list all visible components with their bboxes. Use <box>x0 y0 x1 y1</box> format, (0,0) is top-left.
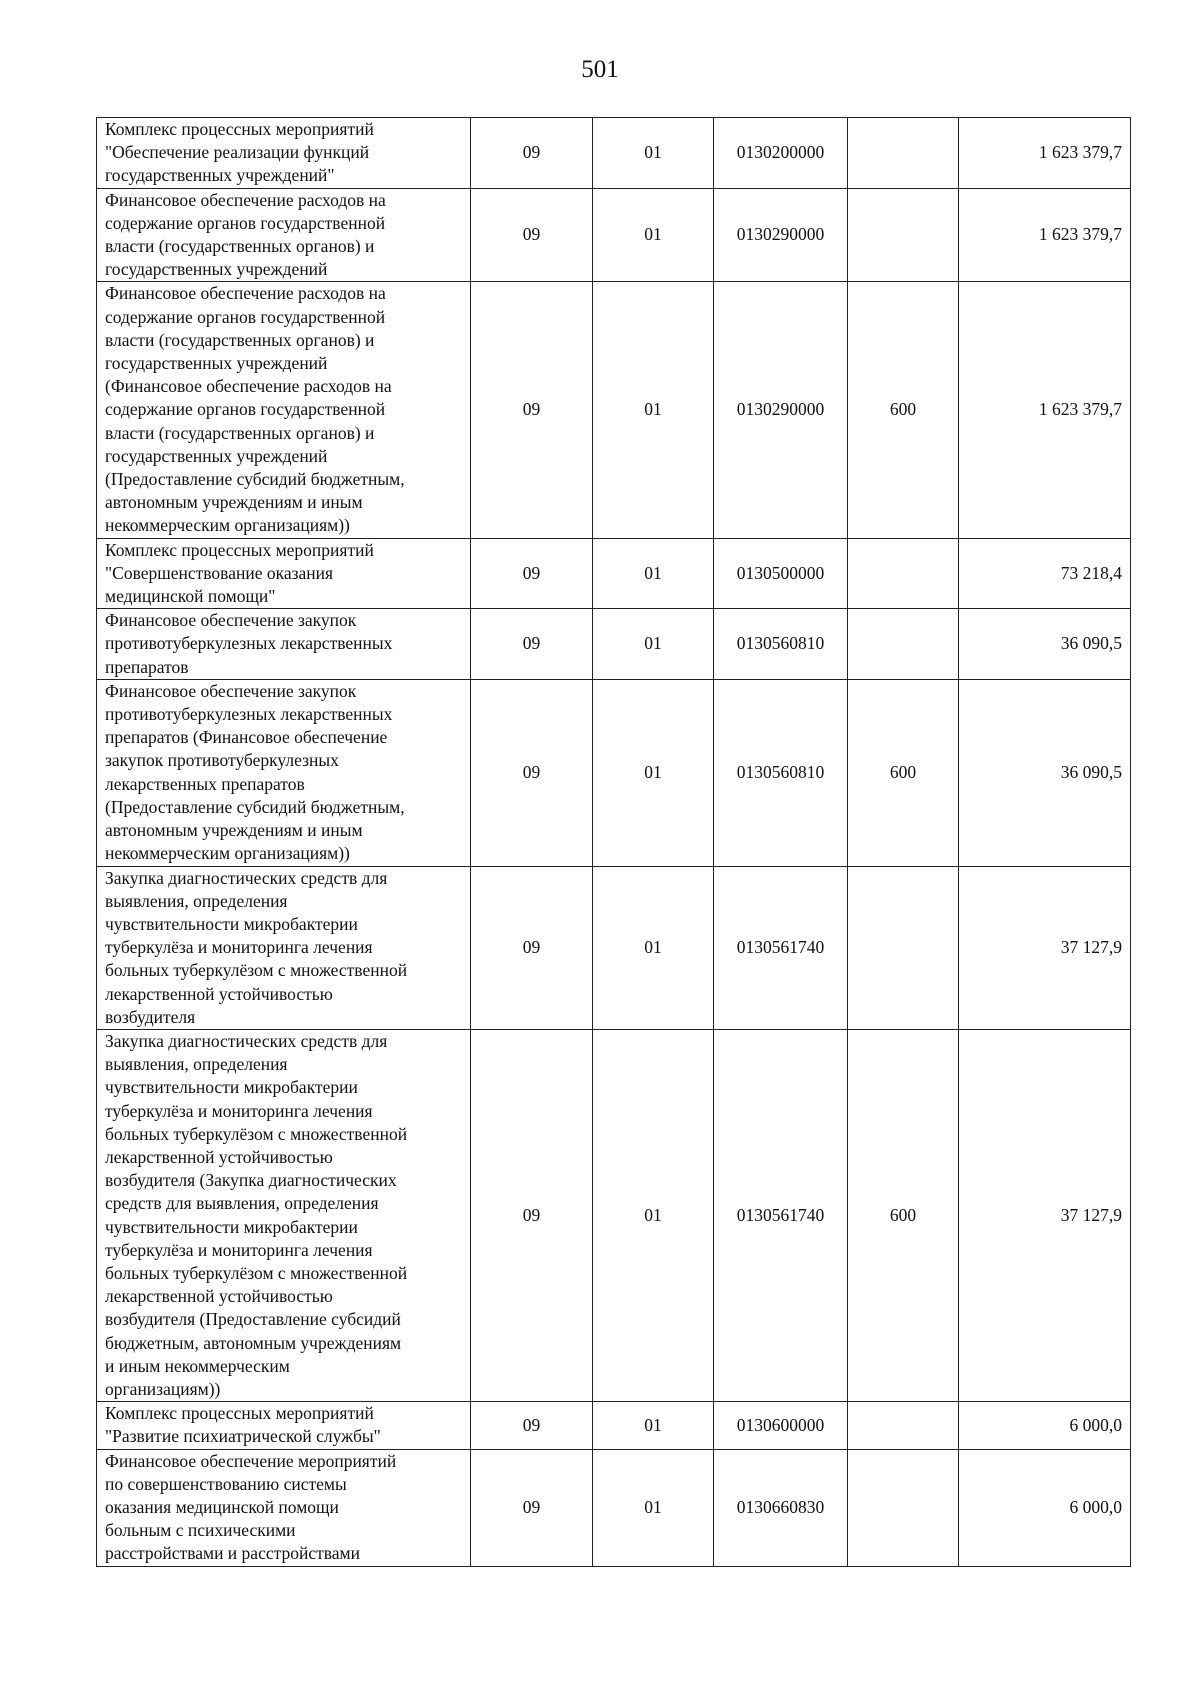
subsection-code-cell: 01 <box>593 538 714 609</box>
amount-cell: 6 000,0 <box>959 1402 1131 1449</box>
expense-name-cell: Комплекс процессных мероприятий "Совершенствование оказания медицинской помощи" <box>97 538 471 609</box>
expense-name-cell: Комплекс процессных мероприятий "Обеспечение реализации функций государственных учреждений" <box>97 118 471 189</box>
amount-cell: 36 090,5 <box>959 679 1131 866</box>
table-row <box>97 609 1131 680</box>
expense-type-cell <box>848 609 959 680</box>
target-article-cell: 0130600000 <box>714 1402 848 1449</box>
expense-name-cell: Финансовое обеспечение расходов на содержание органов государственной власти (государственных органов) и государственных учреждений (Финансовое обеспечение расходов на содержание органов государственной власти (государственных органов) и государственных учреждений (Предоставление субсидий бюджетным, автономным учреждениям и иным некоммерческим организациям)) <box>97 282 471 538</box>
target-article-cell: 0130500000 <box>714 538 848 609</box>
target-article-cell: 0130290000 <box>714 282 848 538</box>
expense-type-cell <box>848 1402 959 1449</box>
amount-cell: 1 623 379,7 <box>959 118 1131 189</box>
expense-name-cell: Финансовое обеспечение закупок противотуберкулезных лекарственных препаратов <box>97 609 471 680</box>
subsection-code-cell: 01 <box>593 866 714 1029</box>
section-code-cell: 09 <box>471 538 593 609</box>
expense-type-cell: 600 <box>848 282 959 538</box>
target-article-cell: 0130561740 <box>714 1029 848 1401</box>
subsection-code-cell: 01 <box>593 282 714 538</box>
amount-cell: 1 623 379,7 <box>959 282 1131 538</box>
subsection-code-cell: 01 <box>593 679 714 866</box>
target-article-cell: 0130200000 <box>714 118 848 189</box>
subsection-code-cell: 01 <box>593 1029 714 1401</box>
section-code-cell: 09 <box>471 1449 593 1566</box>
expense-type-cell: 600 <box>848 1029 959 1401</box>
target-article-cell: 0130290000 <box>714 188 848 282</box>
budget-table <box>96 117 1131 1567</box>
target-article-cell: 0130560810 <box>714 609 848 680</box>
table-body <box>97 118 1131 1567</box>
target-article-cell: 0130560810 <box>714 679 848 866</box>
amount-cell: 37 127,9 <box>959 866 1131 1029</box>
expense-type-cell <box>848 118 959 189</box>
expense-name-cell: Комплекс процессных мероприятий "Развитие психиатрической службы" <box>97 1402 471 1449</box>
subsection-code-cell: 01 <box>593 118 714 189</box>
subsection-code-cell: 01 <box>593 188 714 282</box>
table-row <box>97 282 1131 538</box>
section-code-cell: 09 <box>471 1402 593 1449</box>
table-row <box>97 538 1131 609</box>
expense-name-cell: Финансовое обеспечение закупок противотуберкулезных лекарственных препаратов (Финансовое обеспечение закупок противотуберкулезных лекарственных препаратов (Предоставление субсидий бюджетным, автономным учреждениям и иным некоммерческим организациям)) <box>97 679 471 866</box>
expense-type-cell <box>848 866 959 1029</box>
section-code-cell: 09 <box>471 1029 593 1401</box>
subsection-code-cell: 01 <box>593 1449 714 1566</box>
subsection-code-cell: 01 <box>593 1402 714 1449</box>
amount-cell: 73 218,4 <box>959 538 1131 609</box>
table-row <box>97 188 1131 282</box>
subsection-code-cell: 01 <box>593 609 714 680</box>
section-code-cell: 09 <box>471 609 593 680</box>
expense-name-cell: Закупка диагностических средств для выявления, определения чувствительности микробактерии туберкулёза и мониторинга лечения больных туберкулёзом с множественной лекарственной устойчивостью возбудителя (Закупка диагностических средств для выявления, определения чувствительности микробактерии туберкулёза и мониторинга лечения больных туберкулёзом с множественной лекарственной устойчивостью возбудителя (Предоставление субсидий бюджетным, автономным учреждениям и иным некоммерческим организациям)) <box>97 1029 471 1401</box>
expense-name-cell: Закупка диагностических средств для выявления, определения чувствительности микробактерии туберкулёза и мониторинга лечения больных туберкулёзом с множественной лекарственной устойчивостью возбудителя <box>97 866 471 1029</box>
amount-cell: 1 623 379,7 <box>959 188 1131 282</box>
section-code-cell: 09 <box>471 679 593 866</box>
section-code-cell: 09 <box>471 118 593 189</box>
target-article-cell: 0130561740 <box>714 866 848 1029</box>
section-code-cell: 09 <box>471 866 593 1029</box>
expense-type-cell <box>848 538 959 609</box>
table-row <box>97 1029 1131 1401</box>
target-article-cell: 0130660830 <box>714 1449 848 1566</box>
table-row <box>97 1449 1131 1566</box>
amount-cell: 6 000,0 <box>959 1449 1131 1566</box>
expense-type-cell <box>848 1449 959 1566</box>
section-code-cell: 09 <box>471 188 593 282</box>
table-row <box>97 679 1131 866</box>
expense-type-cell: 600 <box>848 679 959 866</box>
section-code-cell: 09 <box>471 282 593 538</box>
page-number: 501 <box>581 56 619 83</box>
expense-name-cell: Финансовое обеспечение мероприятий по совершенствованию системы оказания медицинской помощи больным с психическими расстройствами и расстройствами <box>97 1449 471 1566</box>
table-row <box>97 118 1131 189</box>
amount-cell: 36 090,5 <box>959 609 1131 680</box>
table-row <box>97 1402 1131 1449</box>
expense-name-cell: Финансовое обеспечение расходов на содержание органов государственной власти (государственных органов) и государственных учреждений <box>97 188 471 282</box>
amount-cell: 37 127,9 <box>959 1029 1131 1401</box>
expense-type-cell <box>848 188 959 282</box>
table-row <box>97 866 1131 1029</box>
